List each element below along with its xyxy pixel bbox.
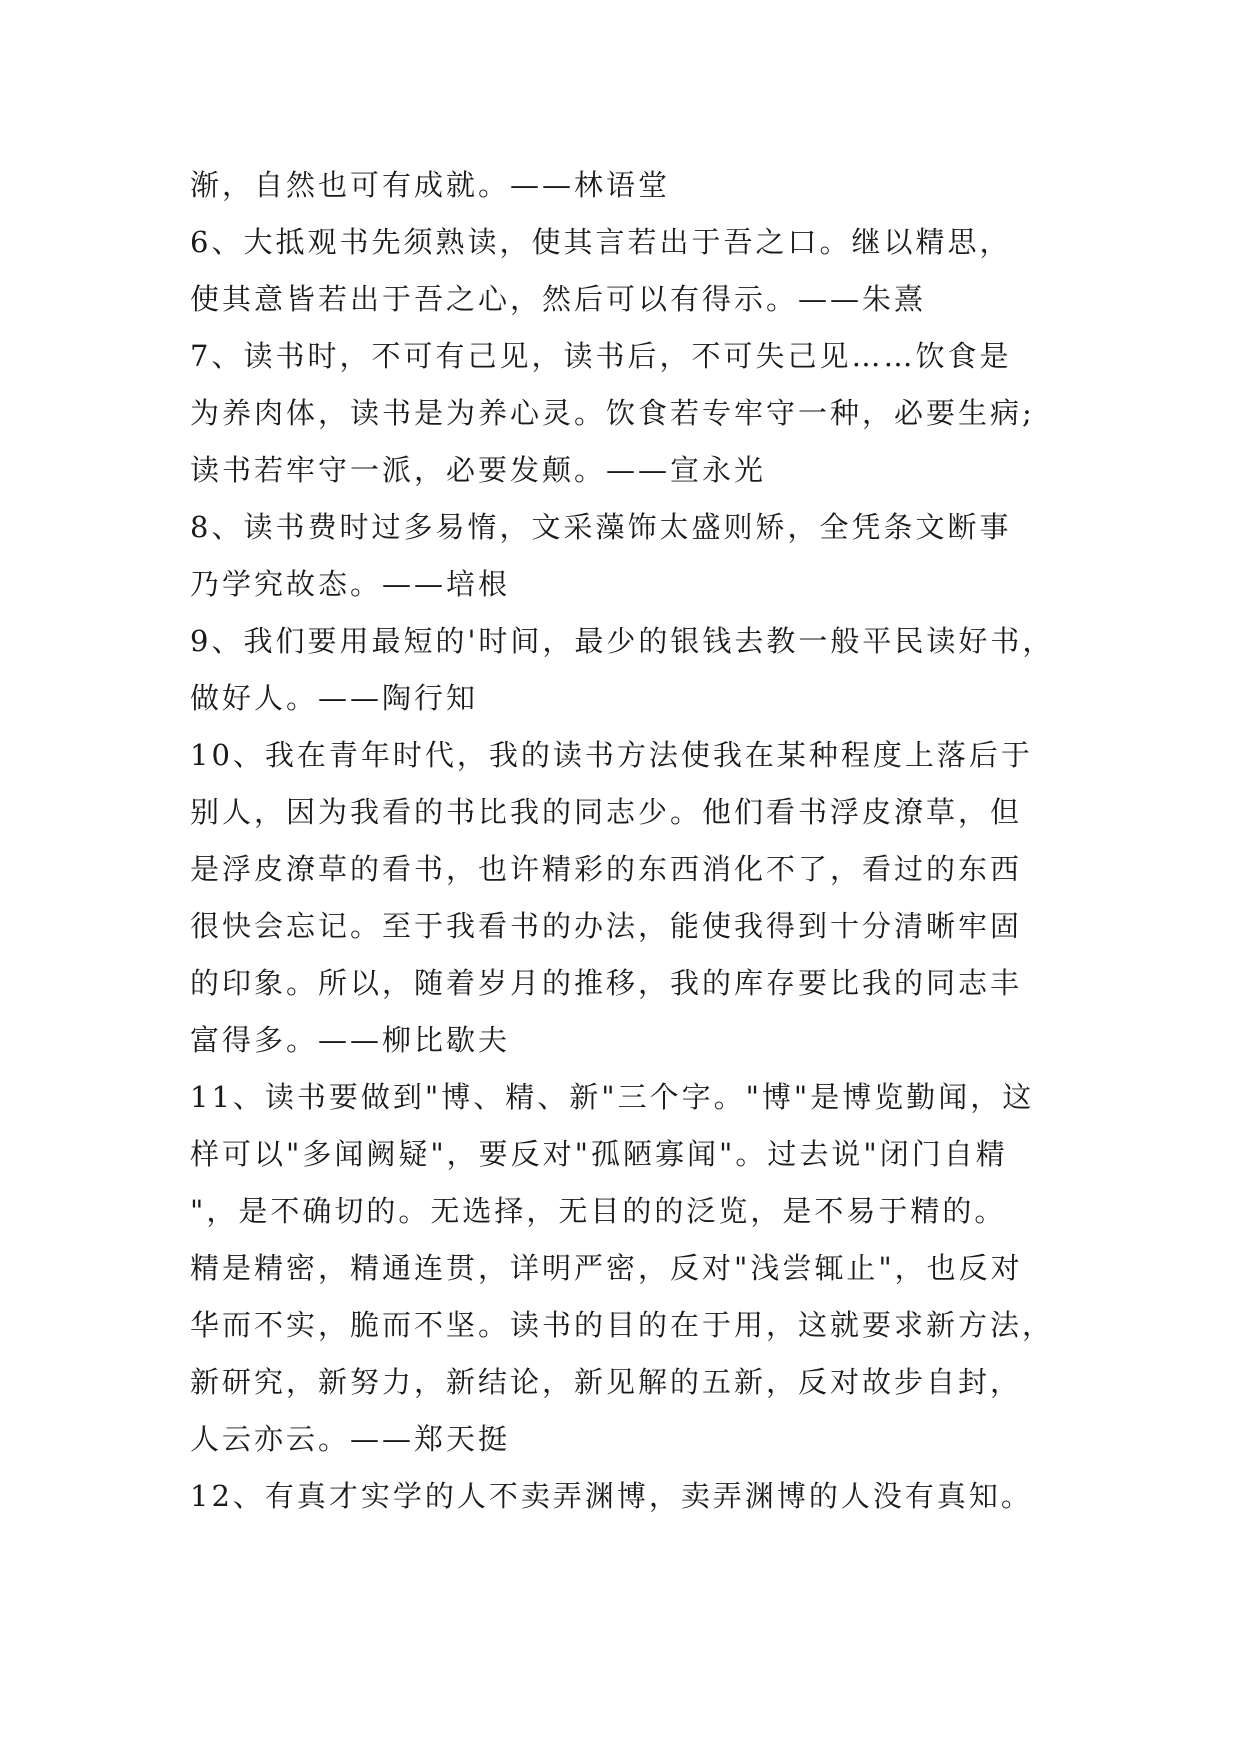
text-line: 人云亦云。——郑天挺 bbox=[190, 1422, 511, 1456]
text-line: 6、大抵观书先须熟读，使其言若出于吾之口。继以精思， bbox=[190, 225, 1012, 259]
document-text-body bbox=[190, 157, 1090, 1525]
text-line: 使其意皆若出于吾之心，然后可以有得示。——朱熹 bbox=[190, 282, 927, 316]
text-line: 10、我在青年时代，我的读书方法使我在某种程度上落后于 bbox=[190, 738, 1033, 772]
text-line: 样可以"多闻阙疑"，要反对"孤陋寡闻"。过去说"闭门自精 bbox=[190, 1137, 1008, 1171]
text-line: 很快会忘记。至于我看书的办法，能使我得到十分清晰牢固 bbox=[190, 909, 1023, 943]
text-line: 做好人。——陶行知 bbox=[190, 681, 479, 715]
text-line: 富得多。——柳比歇夫 bbox=[190, 1023, 511, 1057]
text-line: 是浮皮潦草的看书，也许精彩的东西消化不了，看过的东西 bbox=[190, 852, 1023, 886]
text-line: 的印象。所以，随着岁月的推移，我的库存要比我的同志丰 bbox=[190, 966, 1023, 1000]
text-line: 华而不实，脆而不坚。读书的目的在于用，这就要求新方法， bbox=[190, 1308, 1055, 1342]
text-line: 为养肉体，读书是为养心灵。饮食若专牢守一种，必要生病; bbox=[190, 396, 1035, 430]
text-line: 新研究，新努力，新结论，新见解的五新，反对故步自封， bbox=[190, 1365, 1023, 1399]
text-line: 12、有真才实学的人不卖弄渊博，卖弄渊博的人没有真知。 bbox=[190, 1479, 1033, 1513]
text-line: 精是精密，精通连贯，详明严密，反对"浅尝辄止"，也反对 bbox=[190, 1251, 1023, 1285]
text-line: "，是不确切的。无选择，无目的的泛览，是不易于精的。 bbox=[190, 1194, 1007, 1228]
text-line: 读书若牢守一派，必要发颠。——宣永光 bbox=[190, 453, 767, 487]
text-line: 8、读书费时过多易惰，文采藻饰太盛则矫，全凭条文断事 bbox=[190, 510, 1012, 544]
text-line: 乃学究故态。——培根 bbox=[190, 567, 511, 601]
text-line: 7、读书时，不可有己见，读书后，不可失己见……饮食是 bbox=[190, 339, 1012, 373]
text-line: 渐，自然也可有成就。——林语堂 bbox=[190, 168, 671, 202]
text-line: 别人，因为我看的书比我的同志少。他们看书浮皮潦草，但 bbox=[190, 795, 1023, 829]
text-line: 11、读书要做到"博、精、新"三个字。"博"是博览勤闻，这 bbox=[190, 1080, 1035, 1114]
text-line: 9、我们要用最短的'时间，最少的银钱去教一般平民读好书， bbox=[190, 624, 1055, 658]
